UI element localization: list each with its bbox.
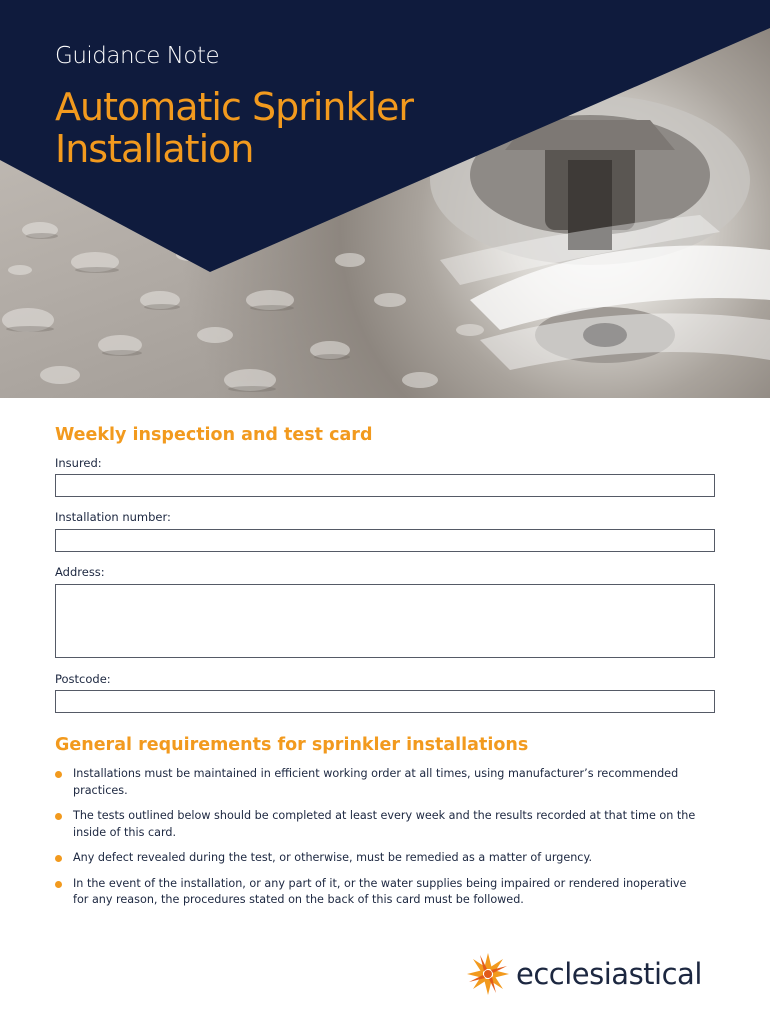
document-type-label: Guidance Note xyxy=(55,43,220,69)
requirements-list xyxy=(55,766,705,918)
requirement-item xyxy=(55,808,705,841)
installation-number-field[interactable] xyxy=(55,529,715,552)
hero-photo-sprinkler xyxy=(0,0,770,398)
postcode-field[interactable] xyxy=(55,690,715,713)
logo-wordmark: ecclesiastical xyxy=(516,957,702,991)
postcode-label: Postcode: xyxy=(55,672,111,686)
bullet-icon xyxy=(55,881,62,888)
weekly-card-heading: Weekly inspection and test card xyxy=(55,425,373,445)
requirement-text: Any defect revealed during the test, or otherwise, must be remedied as a matter of urgency. xyxy=(73,851,593,864)
starburst-logo-icon xyxy=(466,952,510,996)
ecclesiastical-logo xyxy=(466,951,702,997)
address-label: Address: xyxy=(55,565,105,579)
requirement-text: The tests outlined below should be completed at least every week and the results recorded at that time on the inside of this card. xyxy=(73,809,696,839)
requirement-item xyxy=(55,850,705,867)
bullet-icon xyxy=(55,855,62,862)
insured-field[interactable] xyxy=(55,474,715,497)
address-field[interactable] xyxy=(55,584,715,658)
document-title: Automatic Sprinkler Installation xyxy=(55,85,414,171)
requirement-item xyxy=(55,766,705,799)
bullet-icon xyxy=(55,813,62,820)
requirement-text: In the event of the installation, or any part of it, or the water supplies being impaired or rendered inoperative for any reason, the procedures stated on the back of this card must be followed. xyxy=(73,876,687,906)
requirement-item xyxy=(55,876,705,909)
requirement-text: Installations must be maintained in efficient working order at all times, using manufacturer’s recommended practices. xyxy=(73,767,679,797)
general-requirements-heading: General requirements for sprinkler installations xyxy=(55,735,529,755)
installation-number-label: Installation number: xyxy=(55,510,171,524)
bullet-icon xyxy=(55,771,62,778)
insured-label: Insured: xyxy=(55,456,102,470)
